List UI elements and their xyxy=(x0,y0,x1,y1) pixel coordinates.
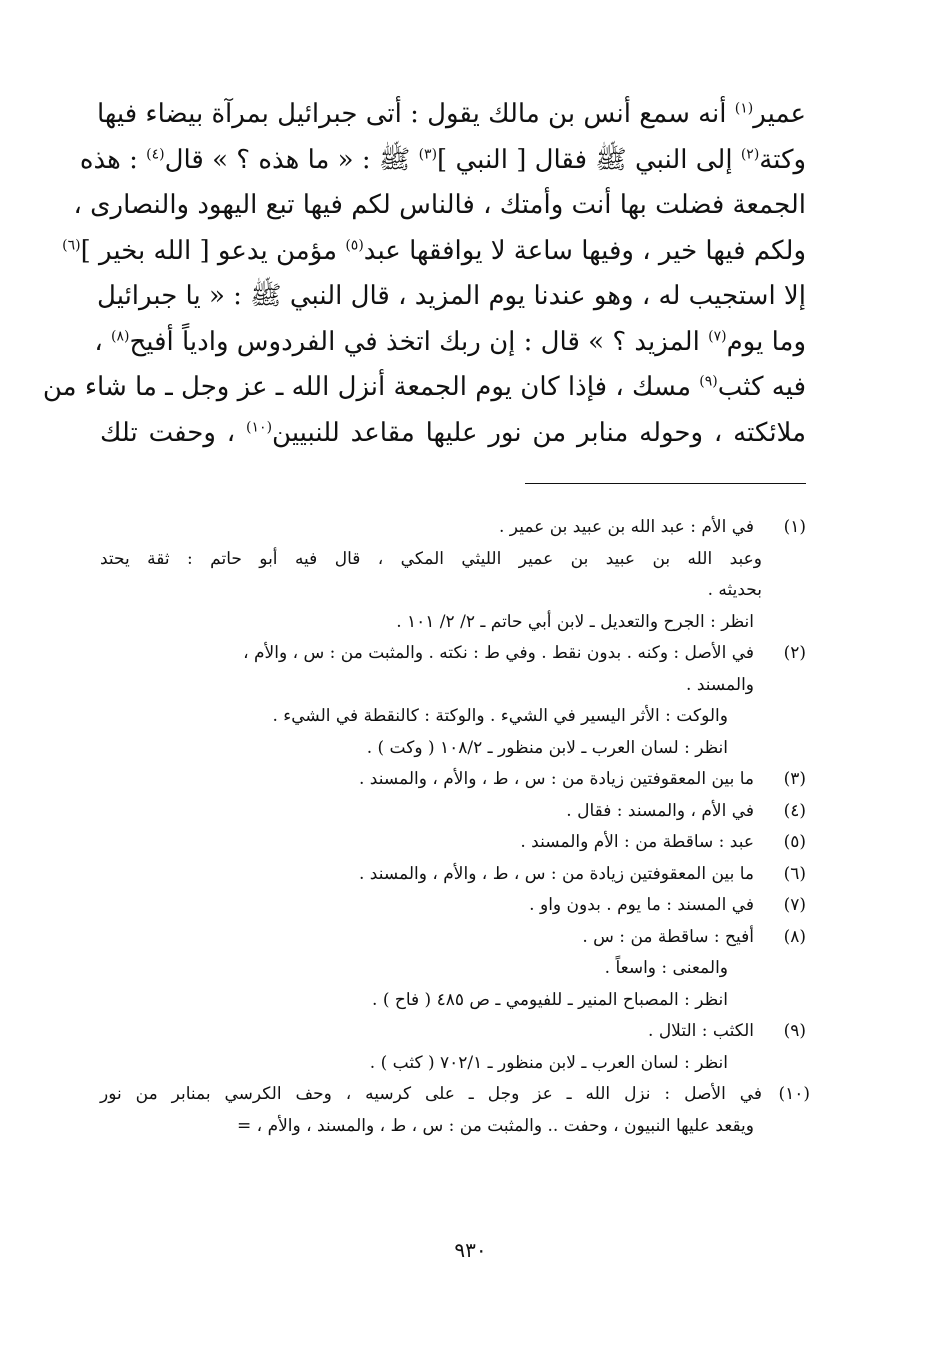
footnote-number: (٣) xyxy=(783,769,806,789)
text-segment: عمير xyxy=(753,99,806,129)
footnote xyxy=(100,512,806,638)
text-segment: أنه سمع أنس بن مالك يقول : أتى جبرائيل بمرآة بيضاء فيها xyxy=(96,99,735,129)
main-text-line xyxy=(42,365,806,411)
text-segment: الجمعة فضلت بها أنت وأمتك ، فالناس لكم فيها تبع اليهود والنصارى ، xyxy=(73,190,806,220)
text-segment: : هذه xyxy=(79,144,147,175)
footnote-continuation: وعبد الله بن عبيد بن عمير الليثي المكي ، قال فيه أبو حاتم : ثقة يحتد xyxy=(100,548,762,569)
footnote-text: في الأم : عبد الله بن عبيد بن عمير . xyxy=(499,517,754,537)
footnote-marker: (٨) xyxy=(111,327,130,344)
text-segment: ولكم فيها خير ، وفيها ساعة لا يوافقها عبد xyxy=(363,235,806,266)
footnote-marker: (٧) xyxy=(708,327,727,344)
footnote-continuation: انظر : لسان العرب ـ لابن منظور ـ ٧٠٢/١ ( كثب ) . xyxy=(369,1052,728,1073)
text-segment: إلى النبي ﷺ فقال [ النبي ] xyxy=(437,144,741,175)
footnote-number: (١) xyxy=(783,517,806,537)
footnote-continuation: والمعنى : واسعاً . xyxy=(604,958,728,978)
text-segment: ﷺ : « ما هذه ؟ » قال xyxy=(164,144,419,175)
text-segment: وكتة xyxy=(759,144,806,175)
footnote-marker: (٢) xyxy=(740,145,760,162)
footnote-continuation: انظر : الجرح والتعديل ـ لابن أبي حاتم ـ ٢/ ٢/ ١٠١ . xyxy=(396,611,754,632)
footnote-marker: (٣) xyxy=(418,145,438,162)
footnote-marker: (١) xyxy=(734,100,754,117)
text-segment: ملائكته ، وحوله منابر من نور عليها مقاعد للنبيين xyxy=(272,417,806,448)
footnote-continuation: والمسند . xyxy=(686,674,754,695)
footnote-text: الكثب : التلال . xyxy=(648,1021,754,1041)
footnote-text: في المسند : ما يوم . بدون واو . xyxy=(529,895,754,915)
footnote-marker: (٩) xyxy=(699,373,718,390)
footnote xyxy=(100,859,806,891)
footnote-marker: (٤) xyxy=(146,145,165,162)
footnote-number: (٩) xyxy=(783,1021,806,1041)
footnote-text: ما بين المعقوفتين زيادة من : س ، ط ، والأم ، والمسند . xyxy=(358,863,754,884)
footnote xyxy=(100,638,806,764)
footnote xyxy=(100,1016,806,1079)
footnote-text: في الأصل : نزل الله ـ عز وجل ـ على كرسيه ، وحف الكرسي بمنابر من نور xyxy=(100,1084,762,1104)
footnote-marker: (٦) xyxy=(62,236,81,253)
footnote xyxy=(100,764,806,796)
page-number: ٩٣٠ xyxy=(454,1238,487,1262)
footnote-number: (٧) xyxy=(783,895,806,915)
footnote-continuation: انظر : لسان العرب ـ لابن منظور ـ ١٠٨/٢ ( وكت ) . xyxy=(366,737,728,758)
footnote-text: أفيح : ساقطة من : س . xyxy=(582,926,754,947)
main-text-line xyxy=(79,138,806,184)
footnote-text: في الأم ، والمسند : فقال . xyxy=(566,800,754,821)
footnote-number: (١٠) xyxy=(778,1084,810,1104)
footnote-continuation: والوكت : الأثر اليسير في الشيء . والوكتة : كالنقطة في الشيء . xyxy=(272,706,728,726)
footnote-text: في الأصل : وكنه . بدون نقط . وفي ط : نكته . والمثبت من : س ، والأم ، xyxy=(243,643,754,663)
main-text-line xyxy=(96,92,806,138)
footnote-number: (٢) xyxy=(783,643,806,663)
footnote-marker: (١٠) xyxy=(246,418,273,435)
footnote-number: (٤) xyxy=(783,800,806,821)
footnote-marker: (٥) xyxy=(345,236,364,253)
main-text-line xyxy=(62,229,806,275)
footnote-text: ما بين المعقوفتين زيادة من : س ، ط ، والأم ، والمسند . xyxy=(358,769,754,789)
text-segment: وما يوم xyxy=(726,326,806,357)
footnote-separator xyxy=(525,483,806,484)
footnote xyxy=(100,890,806,922)
footnote-continuation: بحديثه . xyxy=(707,580,762,600)
main-text-line xyxy=(97,274,806,320)
text-segment: فيه كثب xyxy=(717,372,806,402)
text-segment: ، وحفت تلك xyxy=(100,417,247,448)
footnotes-block xyxy=(100,512,810,1142)
main-text-line xyxy=(94,320,806,366)
footnote-number: (٨) xyxy=(783,926,806,947)
footnote-number: (٥) xyxy=(783,832,806,852)
footnote xyxy=(100,796,806,828)
text-segment: مؤمن يدعو [ الله بخير ] xyxy=(80,235,346,266)
footnote-number: (٦) xyxy=(783,863,806,884)
footnote-continuation: ويقعد عليها النبيون ، وحفت .. والمثبت من : س ، ط ، والمسند ، والأم ، = xyxy=(237,1115,754,1136)
main-text-block xyxy=(42,92,806,456)
footnote-text: عبد : ساقطة من : الأم والمسند . xyxy=(520,832,754,852)
footnote xyxy=(100,827,806,859)
text-segment: المزيد ؟ » قال : إن ربك اتخذ في الفردوس وادياً أفيح xyxy=(129,326,709,357)
main-text-line xyxy=(100,411,806,457)
footnote xyxy=(100,1079,810,1142)
footnote xyxy=(100,922,806,1017)
main-text-line xyxy=(73,183,806,229)
text-segment: ، xyxy=(94,326,111,357)
text-segment: مسك ، فإذا كان يوم الجمعة أنزل الله ـ عز وجل ـ ما شاء من xyxy=(42,372,700,402)
text-segment: إلا استجيب له ، وهو عندنا يوم المزيد ، قال النبي ﷺ : « يا جبرائيل xyxy=(97,281,806,311)
footnote-continuation: انظر : المصباح المنير ـ للفيومي ـ ص ٤٨٥ ( فاح ) . xyxy=(372,989,728,1010)
